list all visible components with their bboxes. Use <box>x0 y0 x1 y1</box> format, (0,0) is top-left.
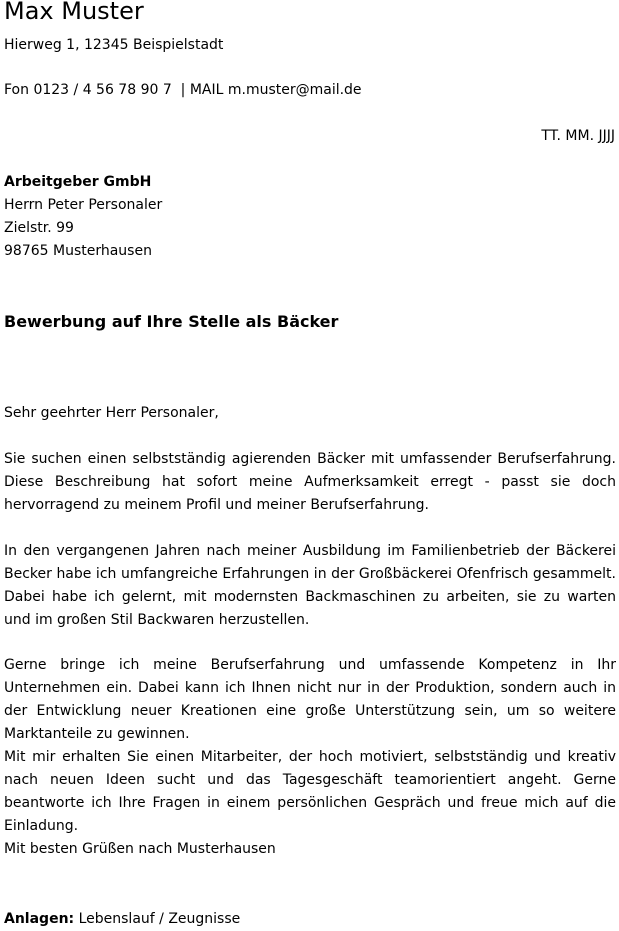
body-paragraph-3: Gerne bringe ich meine Berufserfahrung und umfassende Kompetenz in Ihr Unternehmen ein. Dabei kann ich Ihnen nicht nur in der Produktion, sondern auch in der Entwicklung neuer Kreationen eine große Unterstützung sein, um so weitere Marktanteile zu gewinnen. <box>4 657 616 742</box>
letter-subject: Bewerbung auf Ihre Stelle als Bäcker <box>4 312 339 331</box>
recipient-city: 98765 Musterhausen <box>4 243 152 259</box>
attachments-label: Anlagen: <box>4 911 75 927</box>
recipient-street: Zielstr. 99 <box>4 220 74 236</box>
letter-closing: Mit besten Grüßen nach Musterhausen <box>4 841 276 857</box>
letter-salutation: Sehr geehrter Herr Personaler, <box>4 405 219 421</box>
body-paragraph-2: In den vergangenen Jahren nach meiner Ausbildung im Familienbetrieb der Bäckerei Becker habe ich umfangreiche Erfahrungen in der Großbäckerei Ofenfrisch gesammelt. Dabei habe ich gelernt, mit modernsten Backmaschinen zu arbeiten, sie zu warten und im großen Stil Backwaren herzustellen. <box>4 543 616 628</box>
body-paragraph-1: Sie suchen einen selbstständig agierenden Bäcker mit umfassender Berufserfahrung. Diese Beschreibung hat sofort meine Aufmerksamkeit erregt - passt sie doch hervorragend zu meinem Profil und meiner Berufserfahrung. <box>4 451 616 513</box>
sender-contact: Fon 0123 / 4 56 78 90 7 | MAIL m.muster@mail.de <box>4 82 362 98</box>
sender-address: Hierweg 1, 12345 Beispielstadt <box>4 37 224 53</box>
attachments-line <box>4 908 240 931</box>
attachments-value: Lebenslauf / Zeugnisse <box>74 911 241 927</box>
recipient-person: Herrn Peter Personaler <box>4 197 163 213</box>
letter-date: TT. MM. JJJJ <box>541 128 615 144</box>
sender-name: Max Muster <box>4 0 144 25</box>
recipient-company: Arbeitgeber GmbH <box>4 174 152 190</box>
body-paragraph-4: Mit mir erhalten Sie einen Mitarbeiter, der hoch motiviert, selbstständig und kreativ nach neuen Ideen sucht und das Tagesgeschäft teamorientiert angeht. Gerne beantworte ich Ihre Fragen in einem persönlichen Gespräch und freue mich auf die Einladung. <box>4 749 616 834</box>
recipient-block <box>4 171 162 263</box>
